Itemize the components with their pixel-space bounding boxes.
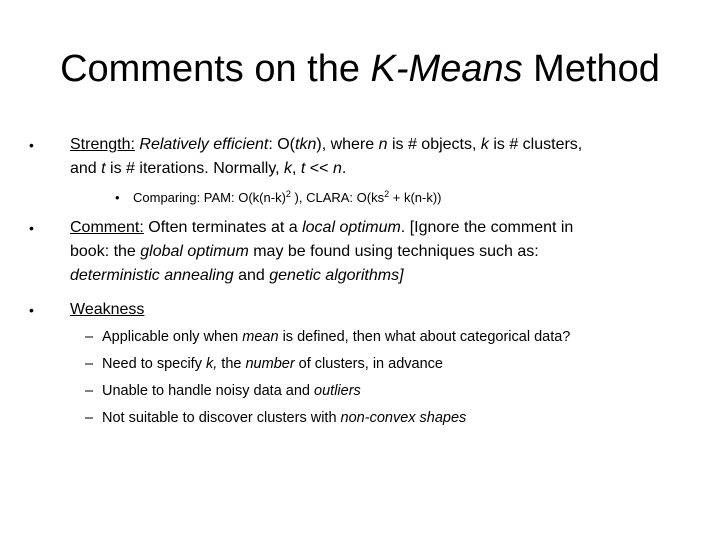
weakness-span: the	[217, 356, 246, 372]
strength-span: n	[378, 136, 388, 153]
strength-span: k	[480, 136, 489, 153]
strength-span: .	[341, 160, 347, 177]
dash-glyph: –	[85, 410, 94, 426]
bullet-glyph: •	[29, 302, 34, 318]
dash-glyph: –	[85, 356, 94, 372]
comparing-span: Comparing: PAM: O(k(n-k)	[133, 190, 286, 205]
strength-span: t	[101, 160, 106, 177]
title-suffix: Method	[522, 48, 660, 90]
weakness-span: is defined, then what about categorical data?	[278, 329, 571, 345]
comment-line-3	[70, 264, 690, 288]
comment-span: global optimum	[140, 243, 249, 260]
dash-glyph: –	[85, 329, 94, 345]
strength-span: <<	[305, 160, 333, 177]
weakness-text	[70, 298, 690, 322]
weakness-span: number	[245, 356, 295, 372]
strength-span: ), where	[316, 136, 379, 153]
weakness-item-text	[102, 354, 443, 374]
weakness-span: outliers	[314, 383, 361, 399]
strength-text	[70, 133, 690, 181]
weakness-item-text	[102, 327, 570, 347]
comparing-span: + k(n-k))	[389, 190, 442, 205]
strength-span: n	[332, 160, 342, 177]
bullet-glyph: •	[29, 220, 34, 236]
sub-bullet-glyph: •	[115, 190, 120, 205]
weakness-span: Applicable only when	[102, 329, 243, 345]
weakness-span: non-convex shapes	[340, 410, 467, 426]
strength-line-2	[70, 157, 690, 181]
comparing-text	[133, 188, 442, 208]
comment-line-1	[70, 216, 690, 240]
weakness-span: k,	[205, 356, 218, 372]
strength-span: tkn	[295, 136, 317, 153]
weakness-item-text	[102, 381, 361, 401]
strength-span: is # iterations. Normally,	[105, 160, 285, 177]
slide-title	[0, 44, 720, 94]
dash-glyph: –	[85, 383, 94, 399]
comment-span: genetic algorithms]	[269, 267, 404, 284]
strength-span: k	[284, 160, 293, 177]
title-italic: K-Means	[370, 48, 523, 90]
strength-span: Relatively efficient	[139, 136, 269, 153]
comment-line-2	[70, 240, 690, 264]
comparing-superscript: 2	[384, 189, 390, 199]
weakness-span: Not suitable to discover clusters with	[102, 410, 341, 426]
comment-span: . [Ignore the comment in	[400, 219, 574, 236]
comment-label: Comment:	[70, 219, 144, 236]
strength-label: Strength:	[70, 136, 135, 153]
weakness-span: Need to specify	[102, 356, 206, 372]
weakness-span: of clusters, in advance	[294, 356, 443, 372]
comment-span: may be found using techniques such as:	[248, 243, 539, 260]
strength-span: is # objects,	[387, 136, 481, 153]
strength-span: is # clusters,	[488, 136, 583, 153]
weakness-label: Weakness	[70, 301, 145, 318]
weakness-item-text	[102, 408, 466, 428]
comment-span: Often terminates at a	[143, 219, 303, 236]
strength-span: ,	[292, 160, 301, 177]
comment-span: local optimum	[302, 219, 401, 236]
strength-span: : O(	[268, 136, 296, 153]
comment-span: deterministic annealing	[70, 267, 234, 284]
bullet-glyph: •	[29, 137, 34, 153]
comment-text	[70, 216, 690, 288]
weakness-span: mean	[242, 329, 279, 345]
strength-line-1	[70, 133, 690, 157]
comparing-span: ), CLARA: O(ks	[290, 190, 385, 205]
comment-span: and	[233, 267, 270, 284]
comment-span: book: the	[70, 243, 141, 260]
strength-span: and	[70, 160, 102, 177]
title-prefix: Comments on the	[60, 48, 371, 90]
weakness-span: Unable to handle noisy data and	[102, 383, 315, 399]
comparing-superscript: 2	[285, 189, 291, 199]
strength-span: t	[300, 160, 306, 177]
